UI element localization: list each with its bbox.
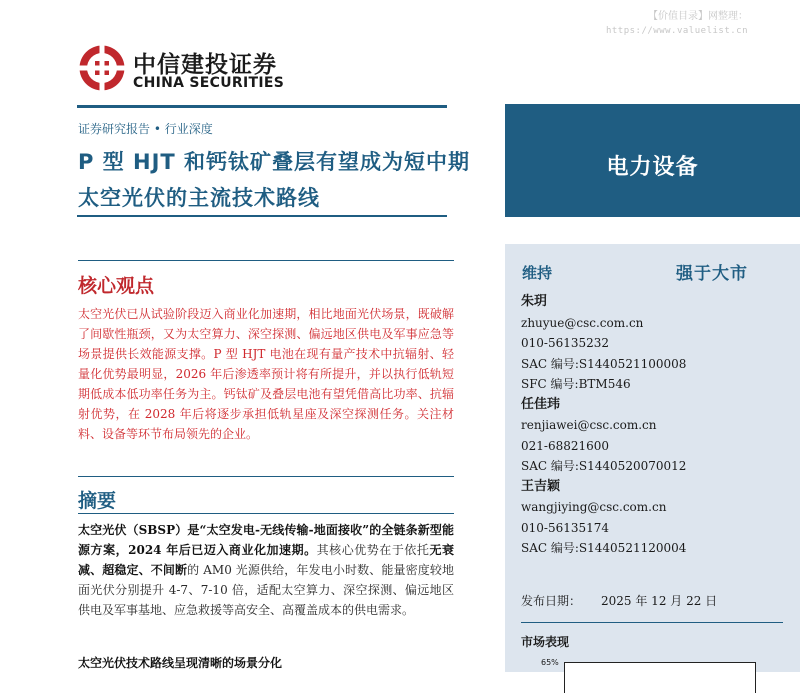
rating-label: 维持: [522, 264, 553, 282]
analyst-phone: 010-56135232: [521, 336, 610, 350]
analyst-phone: 021-68821600: [521, 438, 610, 453]
analyst-sac: SAC 编号:S1440521120004: [521, 541, 687, 555]
core-view-text: 太空光伏已从试验阶段迈入商业化加速期，相比地面光伏场景，既破解了间歇性瓶颈，又为太空算力、深空探测、偏远地区供电及军事应急等场景提供长效能源支撑。P 型 HJT 电池在现有量产技术中抗辐射、轻量化优势最明显，2026 年后渗透率预计将有所提升，并以执行低轨短期低成本低功率任务为主。钙钛矿及叠层电池有望凭借高比功率、抗辐射优势，在 2028 年后将逐步承担低轨星座及深空探测任务。关注材料、设备等环节布局领先的企业。: [78, 307, 454, 441]
rating-value: 强于大市: [676, 264, 748, 284]
title-underline: [77, 215, 447, 217]
abstract-text: [78, 520, 454, 620]
analyst-list: [521, 292, 781, 559]
sector-name: 电力设备: [606, 155, 699, 180]
header-divider: [77, 105, 447, 108]
analyst-email[interactable]: renjiawei@csc.com.cn: [521, 418, 657, 432]
publish-date-row: [521, 592, 717, 609]
watermark: [606, 10, 748, 38]
analyst-sac: SAC 编号:S1440520070012: [521, 459, 687, 473]
publish-date: 2025 年 12 月 22 日: [601, 594, 718, 608]
report-title: P 型 HJT 和钙钛矿叠层有望成为短中期太空光伏的主流技术路线: [78, 150, 471, 210]
abstract-subheading: 太空光伏技术路线呈现清晰的场景分化: [78, 656, 283, 670]
abstract-emphasis: 无衰减、超稳定、不间断: [78, 543, 454, 577]
abstract-body-2: 的 AM0 光源供给，年发电小时数、能量密度较地面光伏分别提升 4-7、7-10 倍，适配太空算力、深空探测、偏远地区供电及军事基地、应急救援等高安全、高覆盖成本的供电需求。: [78, 563, 454, 617]
chart-y-tick: 65%: [541, 658, 559, 667]
abstract-divider-bottom: [78, 513, 454, 514]
analyst-name: 朱玥: [521, 294, 548, 309]
abstract-divider-top: [78, 476, 454, 477]
analyst-sfc: SFC 编号:BTM546: [521, 377, 631, 391]
analyst-name: 任佳玮: [521, 396, 561, 412]
brand-name-cn: 中信建投证券: [133, 52, 277, 78]
watermark-url: https://www.valuelist.cn: [605, 26, 748, 36]
abstract-lead: 太空光伏（SBSP）是“太空发电-无线传输-地面接收”的全链条新型能源方案，2024 年后已迈入商业化加速期。: [78, 523, 454, 557]
abstract-heading: 摘要: [78, 490, 117, 512]
watermark-line1: 【价值目录】网整理：: [648, 11, 748, 22]
abstract-body-1: 其核心优势在于依托: [316, 543, 430, 557]
market-divider: [521, 622, 783, 623]
analyst-email[interactable]: wangjiying@csc.com.cn: [521, 500, 667, 514]
core-view-divider: [78, 260, 454, 261]
market-chart-frame: [564, 662, 756, 693]
core-view-heading: 核心观点: [78, 275, 155, 297]
analyst-name: 王吉颖: [521, 478, 561, 494]
citic-logo-icon: [78, 44, 126, 92]
publish-label: 发布日期：: [521, 594, 582, 608]
analyst-sac: SAC 编号:S1440521100008: [521, 356, 687, 371]
analyst-phone: 010-56135174: [521, 520, 610, 535]
report-type: 证券研究报告 • 行业深度: [78, 122, 213, 136]
analyst-email[interactable]: zhuyue@csc.com.cn: [521, 315, 644, 330]
brand-name-en: CHINA SECURITIES: [133, 75, 285, 91]
market-performance-title: 市场表现: [521, 635, 570, 649]
